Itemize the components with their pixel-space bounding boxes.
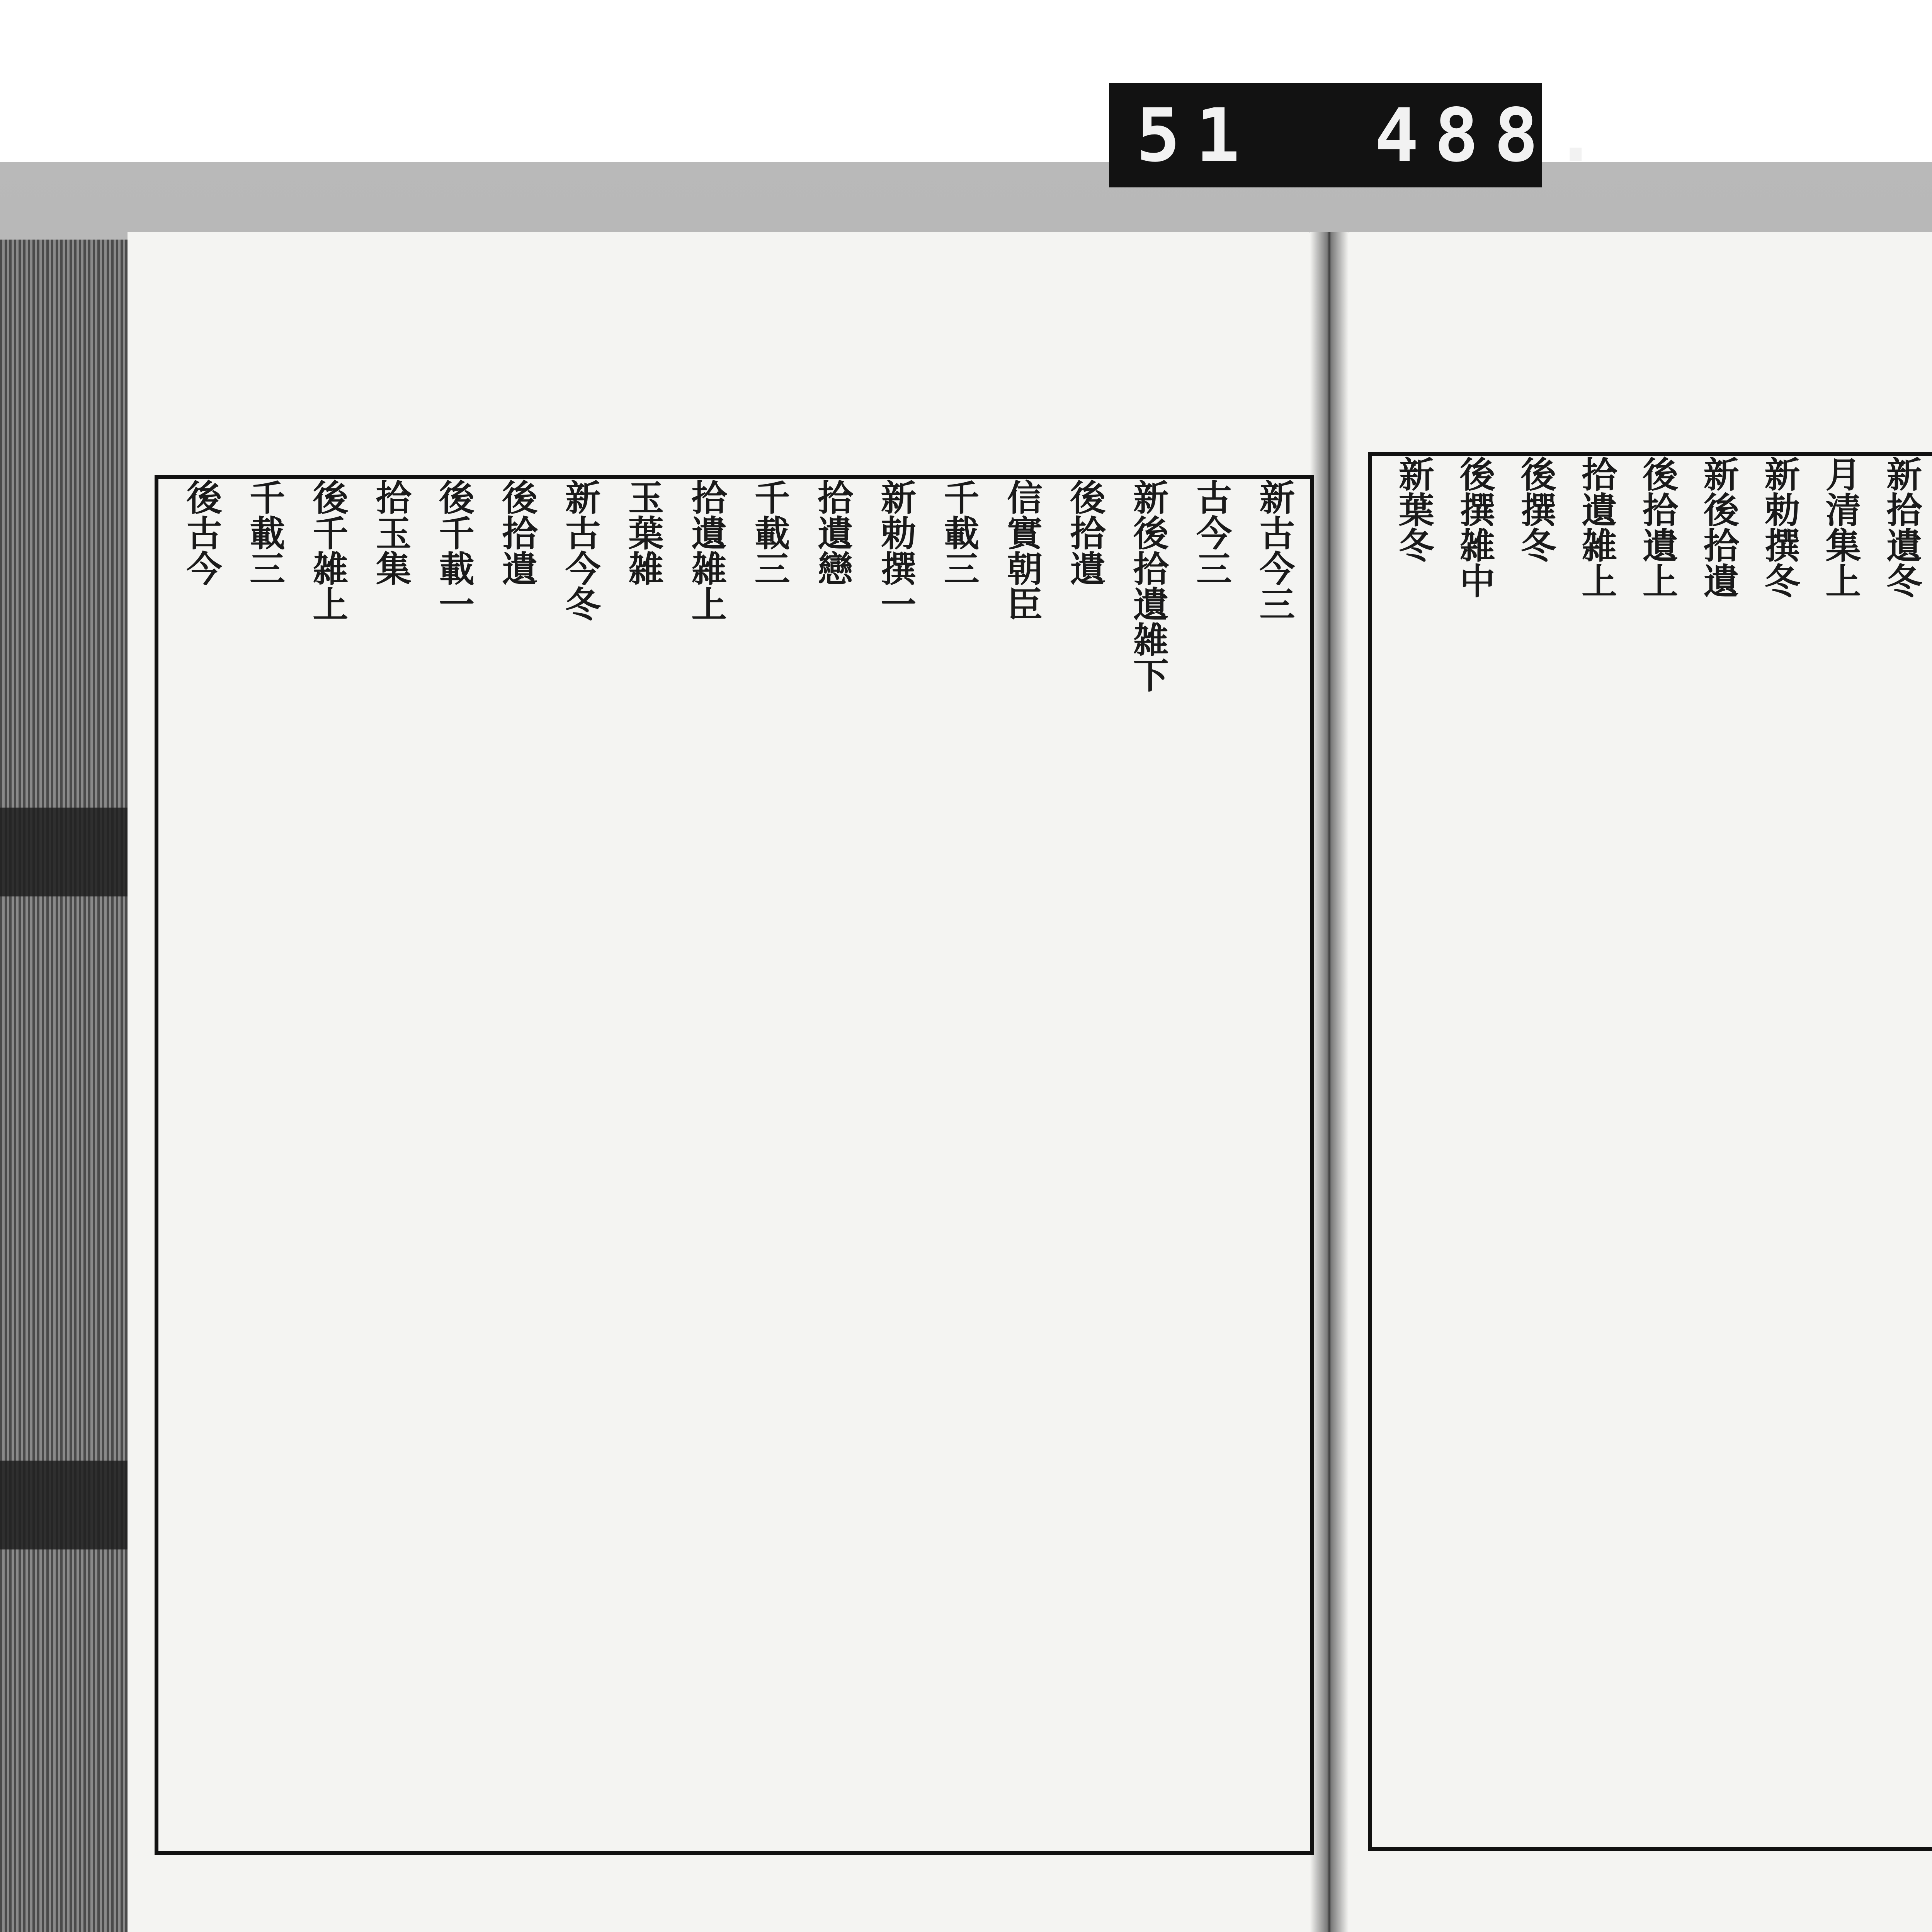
poem-source: 千載三 [748, 479, 791, 586]
poem-column [683, 479, 730, 1851]
poem-column-content [304, 479, 351, 1851]
left-page-edges [0, 240, 128, 1932]
poem-source: 後撰冬 [1515, 456, 1557, 563]
poem-source: 新古今冬 [559, 479, 601, 621]
catalog-label [1109, 83, 1614, 187]
poem-column [242, 479, 288, 1851]
poem-source: 信實朝臣 [1001, 479, 1043, 621]
poem-column-content [368, 479, 414, 1851]
poem-column-content [431, 479, 477, 1851]
poem-column-content [1757, 456, 1803, 1847]
poem-column-content [1634, 456, 1681, 1847]
poem-column-content [1062, 479, 1108, 1851]
poem-column [431, 479, 477, 1851]
right-page-text-frame [1368, 452, 1932, 1851]
poem-source: 新古今三 [1253, 479, 1296, 621]
poem-source: 新勅撰冬 [1759, 456, 1801, 598]
poem-column [1125, 479, 1172, 1851]
poem-source: 拾遺戀 [812, 479, 854, 586]
poem-column [1817, 456, 1864, 1847]
poem-source: 千載三 [938, 479, 980, 586]
poem-column [1452, 456, 1498, 1847]
poem-column [179, 479, 225, 1851]
poem-column [999, 479, 1045, 1851]
poem-column [810, 479, 856, 1851]
poem-column [1878, 456, 1925, 1847]
poem-column-content [872, 479, 919, 1851]
poem-column-content [683, 479, 730, 1851]
poem-column [494, 479, 540, 1851]
poem-column-content [179, 479, 225, 1851]
poem-source: 古今三 [1190, 479, 1232, 586]
poem-column [1062, 479, 1108, 1851]
poem-source: 後拾遺上 [1637, 456, 1679, 598]
poem-column [557, 479, 604, 1851]
poem-column-content [1391, 456, 1437, 1847]
poem-column [872, 479, 919, 1851]
poem-column-content [936, 479, 982, 1851]
poem-column [304, 479, 351, 1851]
left-page-text-frame [155, 475, 1314, 1855]
book-gutter [1310, 232, 1349, 1932]
poem-source: 新葉冬 [1393, 456, 1435, 563]
poem-column-content [494, 479, 540, 1851]
poem-column-content [242, 479, 288, 1851]
left-thumb-tab-upper [0, 808, 128, 896]
catalog-label-text: 51 488. [1136, 92, 1614, 178]
poem-column-content [1512, 456, 1559, 1847]
poem-source: 後古今 [180, 479, 223, 586]
poem-column [1634, 456, 1681, 1847]
poem-column [1512, 456, 1559, 1847]
poem-source: 拾遺雑上 [685, 479, 728, 621]
poem-column [1757, 456, 1803, 1847]
poem-source: 後千雑上 [307, 479, 349, 621]
poem-column [1573, 456, 1620, 1847]
poem-source: 後拾遺 [1064, 479, 1106, 586]
poem-column-content [1125, 479, 1172, 1851]
poem-column [620, 479, 667, 1851]
poem-column-content [810, 479, 856, 1851]
poem-source: 後撰雑中 [1454, 456, 1496, 598]
poem-column [1188, 479, 1235, 1851]
poem-column-content [1696, 456, 1742, 1847]
poem-source: 新拾遺冬 [1881, 456, 1923, 598]
poem-column [747, 479, 793, 1851]
poem-column-content [1878, 456, 1925, 1847]
poem-source: 拾玉集 [370, 479, 412, 586]
poem-column [1696, 456, 1742, 1847]
left-thumb-tab-lower [0, 1461, 128, 1549]
poem-source: 後拾遺 [496, 479, 538, 586]
poem-column-content [1452, 456, 1498, 1847]
poem-source: 新後拾遺雑下 [1127, 479, 1169, 692]
poem-column-content [999, 479, 1045, 1851]
poem-column-content [620, 479, 667, 1851]
poem-source: 月清集上 [1820, 456, 1862, 598]
poem-source: 新後拾遺 [1697, 456, 1740, 598]
poem-source: 拾遺雑上 [1576, 456, 1618, 598]
poem-column-content [1817, 456, 1864, 1847]
poem-column-content [1573, 456, 1620, 1847]
poem-column [1251, 479, 1298, 1851]
poem-column [936, 479, 982, 1851]
poem-source: 千載三 [244, 479, 286, 586]
poem-column-content [747, 479, 793, 1851]
poem-source: 新勅撰一 [875, 479, 917, 621]
poem-source: 玉葉雑 [622, 479, 664, 586]
poem-source: 後千載一 [433, 479, 475, 621]
poem-column [1391, 456, 1437, 1847]
poem-column [368, 479, 414, 1851]
poem-column-content [1251, 479, 1298, 1851]
poem-column-content [1188, 479, 1235, 1851]
poem-column-content [557, 479, 604, 1851]
